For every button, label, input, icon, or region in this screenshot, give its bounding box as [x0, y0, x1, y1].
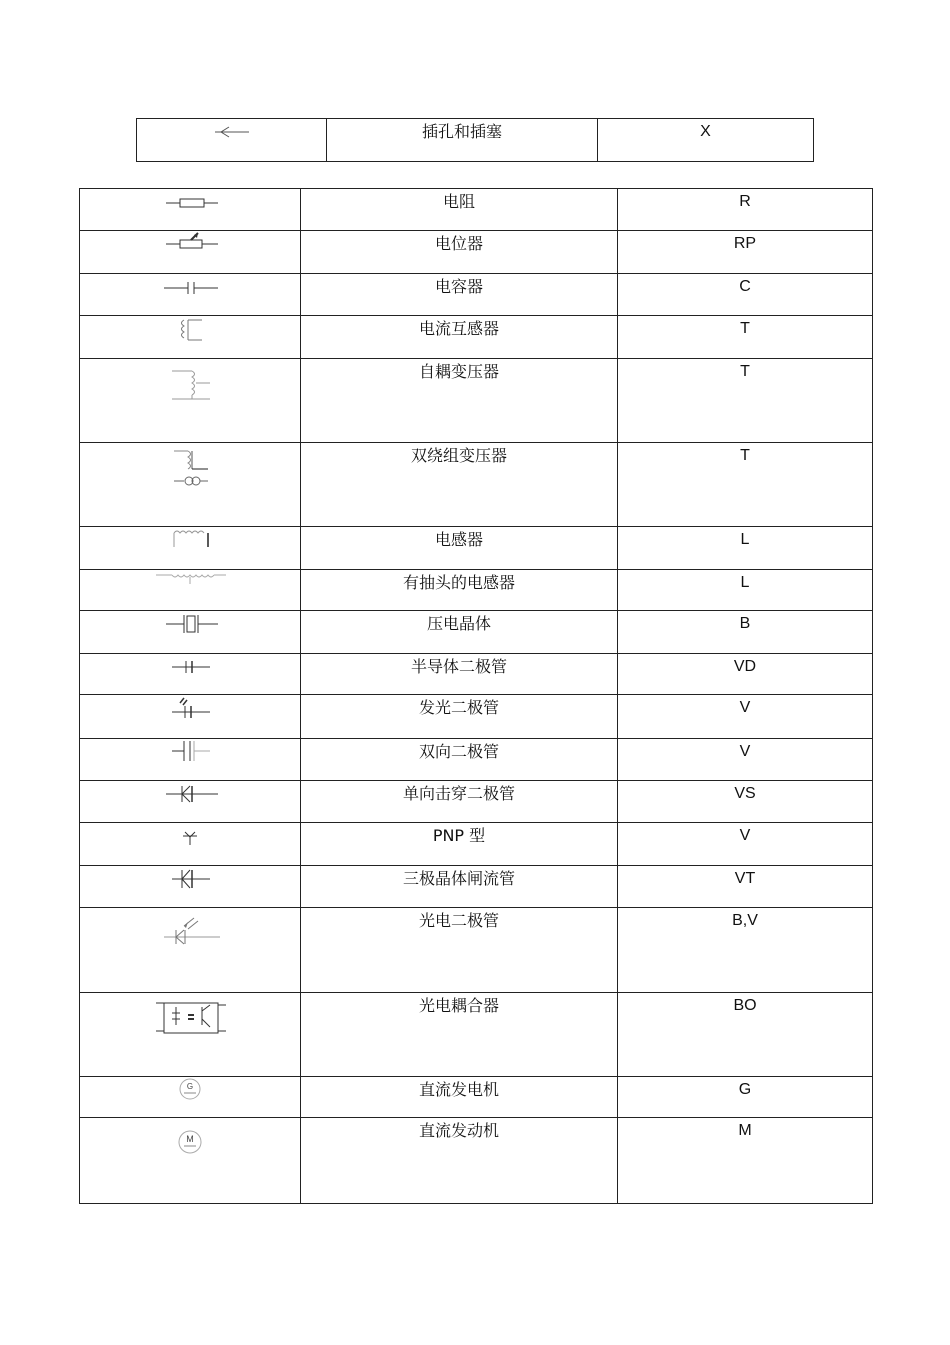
- component-name: 有抽头的电感器: [301, 570, 618, 611]
- symbol-cell: [80, 189, 301, 231]
- component-name: 双向二极管: [301, 739, 618, 781]
- component-name: 自耦变压器: [301, 359, 618, 443]
- symbol-cell: [80, 570, 301, 611]
- table-row: [80, 1118, 873, 1204]
- component-code: M: [618, 1118, 873, 1204]
- dc-generator-glyph: G: [186, 1082, 194, 1091]
- component-code: T: [618, 443, 873, 527]
- symbol-cell: [80, 274, 301, 316]
- optocoupler-icon: [80, 993, 300, 1076]
- symbol-cell: [80, 695, 301, 739]
- inductor-icon: [80, 527, 300, 569]
- symbol-cell: [80, 654, 301, 695]
- symbol-cell: [80, 866, 301, 908]
- dc-motor-icon: [80, 1118, 300, 1203]
- table-row: [80, 1077, 873, 1118]
- symbol-cell: [80, 443, 301, 527]
- symbol-cell: [80, 611, 301, 654]
- potentiometer-icon: [80, 231, 300, 273]
- table-row: [137, 119, 814, 162]
- component-name: 三极晶体闸流管: [301, 866, 618, 908]
- zener-diode-icon: [80, 781, 300, 822]
- symbol-cell: [80, 993, 301, 1077]
- autotransformer-icon: [80, 359, 300, 442]
- current-transformer-icon: [80, 316, 300, 358]
- component-name: 插孔和插塞: [327, 119, 598, 162]
- component-code: V: [618, 823, 873, 866]
- component-name: PNP 型: [301, 823, 618, 866]
- table-row: [80, 527, 873, 570]
- table-row: [80, 739, 873, 781]
- component-name: 发光二极管: [301, 695, 618, 739]
- component-code: RP: [618, 231, 873, 274]
- capacitor-icon: [80, 274, 300, 315]
- tapped-inductor-icon: [80, 570, 300, 610]
- component-code: VT: [618, 866, 873, 908]
- component-name: 光电二极管: [301, 908, 618, 993]
- symbol-cell: [80, 316, 301, 359]
- symbol-cell: [80, 739, 301, 781]
- symbol-cell: [80, 908, 301, 993]
- jack-plug-icon: [137, 119, 325, 161]
- table-row: [80, 611, 873, 654]
- table-row: [80, 443, 873, 527]
- table-row: [80, 993, 873, 1077]
- component-code: V: [618, 695, 873, 739]
- piezo-crystal-icon: [80, 611, 300, 653]
- symbol-cell: [80, 1077, 301, 1118]
- component-name: 半导体二极管: [301, 654, 618, 695]
- symbol-cell: [80, 231, 301, 274]
- resistor-icon: [80, 189, 300, 230]
- symbol-cell: [80, 781, 301, 823]
- pnp-transistor-icon: [80, 823, 300, 865]
- table-row: [80, 570, 873, 611]
- component-name: 双绕组变压器: [301, 443, 618, 527]
- symbol-cell: [80, 823, 301, 866]
- component-name: 单向击穿二极管: [301, 781, 618, 823]
- component-name: 电位器: [301, 231, 618, 274]
- photodiode-icon: [80, 908, 300, 992]
- symbol-cell: [80, 527, 301, 570]
- table-row: [80, 823, 873, 866]
- symbol-cell: [137, 119, 327, 162]
- component-code: T: [618, 316, 873, 359]
- component-name: 电容器: [301, 274, 618, 316]
- component-code: B,V: [618, 908, 873, 993]
- component-code: R: [618, 189, 873, 231]
- table-row: [80, 866, 873, 908]
- symbol-cell: [80, 359, 301, 443]
- dc-generator-icon: [80, 1077, 300, 1117]
- diode-icon: [80, 654, 300, 694]
- component-code: T: [618, 359, 873, 443]
- component-code: X: [598, 119, 814, 162]
- component-code: V: [618, 739, 873, 781]
- component-code: VD: [618, 654, 873, 695]
- table-row: [80, 316, 873, 359]
- two-winding-transformer-icon: [80, 443, 300, 526]
- component-code: BO: [618, 993, 873, 1077]
- thyristor-icon: [80, 866, 300, 907]
- component-name: 直流发电机: [301, 1077, 618, 1118]
- table-row: [80, 274, 873, 316]
- table-row: [80, 189, 873, 231]
- table-row: [80, 654, 873, 695]
- component-code: L: [618, 570, 873, 611]
- component-name: 电感器: [301, 527, 618, 570]
- table-row: [80, 231, 873, 274]
- component-name: 电阻: [301, 189, 618, 231]
- jack-plug-table: [136, 118, 814, 162]
- component-code: B: [618, 611, 873, 654]
- table-row: [80, 695, 873, 739]
- component-code: G: [618, 1077, 873, 1118]
- component-code: L: [618, 527, 873, 570]
- component-name: 电流互感器: [301, 316, 618, 359]
- component-name: 直流发动机: [301, 1118, 618, 1204]
- table-row: [80, 359, 873, 443]
- dc-motor-glyph: M: [186, 1134, 194, 1144]
- component-code: C: [618, 274, 873, 316]
- table-row: [80, 781, 873, 823]
- led-icon: [80, 695, 300, 738]
- bidirectional-diode-icon: [80, 739, 300, 780]
- table-row: [80, 908, 873, 993]
- component-name: 光电耦合器: [301, 993, 618, 1077]
- symbol-table: [79, 188, 873, 1204]
- component-name: 压电晶体: [301, 611, 618, 654]
- symbol-cell: [80, 1118, 301, 1204]
- component-code: VS: [618, 781, 873, 823]
